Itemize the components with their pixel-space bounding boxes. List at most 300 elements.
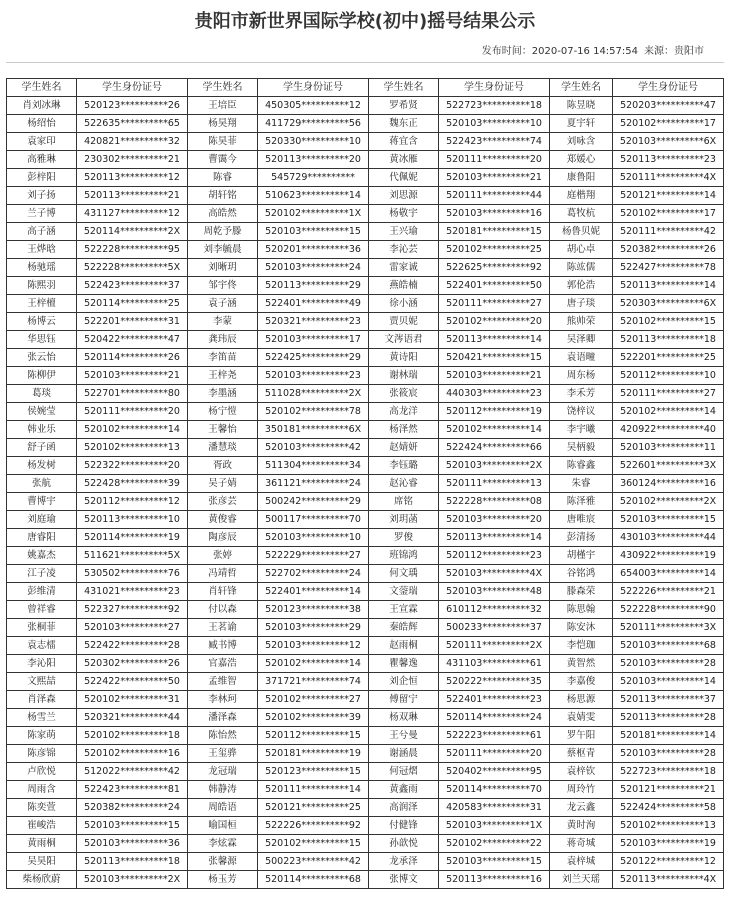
- student-name-cell: 刘咏含: [550, 133, 613, 151]
- table-row: [7, 457, 724, 475]
- student-name-cell: 陈竑儒: [550, 259, 613, 277]
- student-name-cell: 陈彦锦: [7, 745, 77, 763]
- student-name-cell: 高润泽: [369, 799, 439, 817]
- student-name-cell: 高雅琳: [7, 151, 77, 169]
- student-id-cell: 520102**********14: [77, 421, 188, 439]
- source-value: 贵阳市: [674, 46, 704, 57]
- student-name-cell: 潘泽森: [188, 709, 258, 727]
- student-name-cell: 唐唯宸: [550, 511, 613, 529]
- student-id-cell: 371721**********74: [258, 673, 369, 691]
- student-id-cell: 522702**********24: [258, 565, 369, 583]
- student-id-cell: 500223**********42: [258, 853, 369, 871]
- student-name-cell: 席铭: [369, 493, 439, 511]
- student-name-cell: 雷家诚: [369, 259, 439, 277]
- student-id-cell: 520103**********21: [439, 169, 550, 187]
- table-row: [7, 367, 724, 385]
- student-name-cell: 张航: [7, 475, 77, 493]
- student-id-cell: 522422**********50: [77, 673, 188, 691]
- student-name-cell: 秦皓辉: [369, 619, 439, 637]
- student-name-cell: 王兴瑜: [369, 223, 439, 241]
- table-header-row: [7, 79, 724, 97]
- student-id-cell: 520113**********23: [613, 151, 724, 169]
- student-id-cell: 500233**********37: [439, 619, 550, 637]
- student-name-cell: 孟维智: [188, 673, 258, 691]
- student-name-cell: 胡轩铭: [188, 187, 258, 205]
- student-id-cell: 520114**********2X: [77, 223, 188, 241]
- student-name-cell: 张博文: [369, 871, 439, 889]
- student-id-cell: 522428**********39: [77, 475, 188, 493]
- student-id-cell: 520122**********12: [613, 853, 724, 871]
- student-name-cell: 王烨晗: [7, 241, 77, 259]
- student-name-cell: 谢涵晨: [369, 745, 439, 763]
- student-name-cell: 崔峻浩: [7, 817, 77, 835]
- student-id-cell: 411729**********56: [258, 115, 369, 133]
- student-id-cell: 520111**********13: [439, 475, 550, 493]
- student-id-cell: 522701**********80: [77, 385, 188, 403]
- student-name-cell: 黄时洵: [550, 817, 613, 835]
- student-id-cell: 520103**********28: [613, 745, 724, 763]
- table-row: [7, 655, 724, 673]
- student-id-cell: 520113**********28: [613, 709, 724, 727]
- student-id-cell: 520382**********24: [77, 799, 188, 817]
- student-name-cell: 李沁阳: [7, 655, 77, 673]
- header-student-name: 学生姓名: [550, 79, 613, 97]
- student-id-cell: 610112**********32: [439, 601, 550, 619]
- table-row: [7, 493, 724, 511]
- student-id-cell: 520103**********36: [77, 835, 188, 853]
- student-name-cell: 杨发树: [7, 457, 77, 475]
- student-id-cell: 520103**********21: [439, 367, 550, 385]
- student-id-cell: 522228**********5X: [77, 259, 188, 277]
- student-id-cell: 520111**********2X: [439, 637, 550, 655]
- student-id-cell: 520102**********78: [258, 403, 369, 421]
- student-name-cell: 夏宇轩: [550, 115, 613, 133]
- student-id-cell: 522401**********50: [439, 277, 550, 295]
- student-id-cell: 520103**********17: [258, 331, 369, 349]
- student-name-cell: 袁语疃: [550, 349, 613, 367]
- student-name-cell: 陈昊菲: [188, 133, 258, 151]
- student-id-cell: 520303**********6X: [613, 295, 724, 313]
- student-name-cell: 庭楷翔: [550, 187, 613, 205]
- student-id-cell: 430922**********19: [613, 547, 724, 565]
- student-id-cell: 520121**********21: [613, 781, 724, 799]
- header-student-name: 学生姓名: [188, 79, 258, 97]
- student-name-cell: 胡槿宇: [550, 547, 613, 565]
- student-id-cell: 520121**********14: [613, 187, 724, 205]
- student-id-cell: 520113**********14: [613, 277, 724, 295]
- student-name-cell: 陈泽雅: [550, 493, 613, 511]
- student-id-cell: 350181**********6X: [258, 421, 369, 439]
- student-id-cell: 520111**********42: [613, 223, 724, 241]
- header-student-id: 学生身份证号: [613, 79, 724, 97]
- student-name-cell: 黄雨桐: [7, 835, 77, 853]
- student-name-cell: 李林珂: [188, 691, 258, 709]
- student-id-cell: 520113**********14: [439, 331, 550, 349]
- student-name-cell: 罗希贤: [369, 97, 439, 115]
- student-id-cell: 520102**********13: [613, 817, 724, 835]
- student-id-cell: 520113**********20: [258, 151, 369, 169]
- table-row: [7, 385, 724, 403]
- results-table: [6, 78, 724, 889]
- table-row: [7, 169, 724, 187]
- student-id-cell: 522228**********90: [613, 601, 724, 619]
- table-row: [7, 709, 724, 727]
- student-id-cell: 520103**********28: [613, 655, 724, 673]
- student-id-cell: 511028**********2X: [258, 385, 369, 403]
- student-name-cell: 官嘉浩: [188, 655, 258, 673]
- student-name-cell: 魏东正: [369, 115, 439, 133]
- student-id-cell: 545729**********: [258, 169, 369, 187]
- student-name-cell: 吴柄毅: [550, 439, 613, 457]
- student-id-cell: 520103**********10: [258, 529, 369, 547]
- student-name-cell: 龚玮辰: [188, 331, 258, 349]
- divider: [6, 62, 724, 63]
- student-name-cell: 周东杨: [550, 367, 613, 385]
- student-id-cell: 520102**********22: [439, 835, 550, 853]
- student-id-cell: 522201**********31: [77, 313, 188, 331]
- student-name-cell: 卢欣悦: [7, 763, 77, 781]
- student-id-cell: 522423**********81: [77, 781, 188, 799]
- student-id-cell: 520103**********2X: [77, 871, 188, 889]
- table-row: [7, 421, 724, 439]
- student-id-cell: 520422**********47: [77, 331, 188, 349]
- table-row: [7, 313, 724, 331]
- student-name-cell: 黄鑫雨: [369, 781, 439, 799]
- publish-label: 发布时间：: [481, 46, 532, 57]
- table-row: [7, 205, 724, 223]
- student-name-cell: 潘慧琰: [188, 439, 258, 457]
- student-id-cell: 520111**********27: [613, 385, 724, 403]
- student-name-cell: 陈柳伊: [7, 367, 77, 385]
- student-name-cell: 王培臣: [188, 97, 258, 115]
- student-name-cell: 李钰璐: [369, 457, 439, 475]
- student-id-cell: 520111**********27: [439, 295, 550, 313]
- student-id-cell: 520113**********16: [439, 871, 550, 889]
- student-name-cell: 周玲竹: [550, 781, 613, 799]
- student-name-cell: 饶梓议: [550, 403, 613, 421]
- student-name-cell: 陈熙羽: [7, 277, 77, 295]
- student-id-cell: 520201**********36: [258, 241, 369, 259]
- student-name-cell: 柴杨欣蔚: [7, 871, 77, 889]
- header-student-id: 学生身份证号: [77, 79, 188, 97]
- student-id-cell: 522228**********95: [77, 241, 188, 259]
- student-name-cell: 熊帅荣: [550, 313, 613, 331]
- student-id-cell: 520103**********68: [613, 637, 724, 655]
- student-name-cell: 周皓语: [188, 799, 258, 817]
- student-id-cell: 520102**********17: [613, 205, 724, 223]
- student-id-cell: 522424**********58: [613, 799, 724, 817]
- student-name-cell: 葛牧杭: [550, 205, 613, 223]
- student-id-cell: 520111**********3X: [613, 619, 724, 637]
- student-id-cell: 511304**********34: [258, 457, 369, 475]
- student-id-cell: 431103**********61: [439, 655, 550, 673]
- student-id-cell: 520111**********44: [439, 187, 550, 205]
- student-id-cell: 520103**********4X: [439, 565, 550, 583]
- student-name-cell: 贾贝妮: [369, 313, 439, 331]
- student-name-cell: 刘子扬: [7, 187, 77, 205]
- header-student-name: 学生姓名: [369, 79, 439, 97]
- student-name-cell: 邹宇佟: [188, 277, 258, 295]
- student-name-cell: 刘思源: [369, 187, 439, 205]
- student-name-cell: 曾祥睿: [7, 601, 77, 619]
- student-name-cell: 龙云鑫: [550, 799, 613, 817]
- student-id-cell: 522625**********92: [439, 259, 550, 277]
- student-id-cell: 520113**********10: [77, 511, 188, 529]
- student-id-cell: 510623**********14: [258, 187, 369, 205]
- student-name-cell: 何文瑀: [369, 565, 439, 583]
- student-id-cell: 522201**********25: [613, 349, 724, 367]
- student-name-cell: 臧书博: [188, 637, 258, 655]
- student-id-cell: 520103**********15: [439, 853, 550, 871]
- table-row: [7, 601, 724, 619]
- student-id-cell: 520112**********19: [439, 403, 550, 421]
- student-name-cell: 王馨怡: [188, 421, 258, 439]
- student-id-cell: 520102**********13: [77, 439, 188, 457]
- student-name-cell: 杨绍怡: [7, 115, 77, 133]
- student-name-cell: 杨玉芳: [188, 871, 258, 889]
- student-id-cell: 520421**********15: [439, 349, 550, 367]
- student-id-cell: 520113**********12: [77, 169, 188, 187]
- student-name-cell: 郭伦浩: [550, 277, 613, 295]
- student-name-cell: 袁梓城: [550, 853, 613, 871]
- student-id-cell: 520102**********18: [77, 727, 188, 745]
- student-id-cell: 360124**********16: [613, 475, 724, 493]
- table-row: [7, 151, 724, 169]
- student-name-cell: 王宣霖: [369, 601, 439, 619]
- student-id-cell: 520114**********26: [77, 349, 188, 367]
- student-name-cell: 王梓尧: [188, 367, 258, 385]
- table-row: [7, 745, 724, 763]
- student-id-cell: 520113**********18: [613, 331, 724, 349]
- student-id-cell: 520102**********31: [77, 691, 188, 709]
- student-id-cell: 520123**********15: [258, 763, 369, 781]
- student-id-cell: 522401**********23: [439, 691, 550, 709]
- table-row: [7, 97, 724, 115]
- student-name-cell: 陈睿鑫: [550, 457, 613, 475]
- student-id-cell: 520102**********17: [613, 115, 724, 133]
- student-id-cell: 522422**********28: [77, 637, 188, 655]
- student-id-cell: 522635**********65: [77, 115, 188, 133]
- student-name-cell: 喻国桓: [188, 817, 258, 835]
- student-name-cell: 滕森荣: [550, 583, 613, 601]
- student-name-cell: 袁梓钦: [550, 763, 613, 781]
- student-id-cell: 520113**********29: [258, 277, 369, 295]
- student-name-cell: 兰子博: [7, 205, 77, 223]
- student-name-cell: 舒子函: [7, 439, 77, 457]
- header-student-id: 学生身份证号: [258, 79, 369, 97]
- student-id-cell: 520382**********26: [613, 241, 724, 259]
- student-id-cell: 520102**********14: [258, 655, 369, 673]
- student-name-cell: 彭梓阳: [7, 169, 77, 187]
- student-name-cell: 李笛苗: [188, 349, 258, 367]
- student-name-cell: 陈昱晓: [550, 97, 613, 115]
- page-title: 贵阳市新世界国际学校(初中)摇号结果公示: [194, 11, 536, 32]
- student-id-cell: 520111**********20: [77, 403, 188, 421]
- student-id-cell: 520103**********6X: [613, 133, 724, 151]
- student-name-cell: 刘李毓晨: [188, 241, 258, 259]
- student-id-cell: 520181**********19: [258, 745, 369, 763]
- student-name-cell: 陈安沐: [550, 619, 613, 637]
- student-id-cell: 500242**********29: [258, 493, 369, 511]
- table-row: [7, 871, 724, 889]
- student-id-cell: 520102**********27: [258, 691, 369, 709]
- student-id-cell: 520103**********24: [258, 259, 369, 277]
- table-row: [7, 223, 724, 241]
- student-name-cell: 代佩妮: [369, 169, 439, 187]
- student-id-cell: 520102**********15: [613, 313, 724, 331]
- student-id-cell: 522423**********37: [77, 277, 188, 295]
- student-id-cell: 520103**********20: [439, 511, 550, 529]
- header-student-id: 学生身份证号: [439, 79, 550, 97]
- student-name-cell: 赵沁睿: [369, 475, 439, 493]
- student-id-cell: 520103**********21: [77, 367, 188, 385]
- student-name-cell: 文蓥瑞: [369, 583, 439, 601]
- student-id-cell: 420821**********32: [77, 133, 188, 151]
- student-id-cell: 520330**********10: [258, 133, 369, 151]
- student-id-cell: 230302**********21: [77, 151, 188, 169]
- student-id-cell: 520111**********20: [439, 745, 550, 763]
- student-name-cell: 陈思翰: [550, 601, 613, 619]
- student-name-cell: 高皓然: [188, 205, 258, 223]
- table-row: [7, 439, 724, 457]
- student-id-cell: 520123**********26: [77, 97, 188, 115]
- table-row: [7, 475, 724, 493]
- student-name-cell: 班锦鸿: [369, 547, 439, 565]
- student-name-cell: 肖刘冰琳: [7, 97, 77, 115]
- student-id-cell: 520113**********21: [77, 187, 188, 205]
- table-row: [7, 133, 724, 151]
- student-name-cell: 刘玥菡: [369, 511, 439, 529]
- student-name-cell: 韩业乐: [7, 421, 77, 439]
- student-name-cell: 孙歆悦: [369, 835, 439, 853]
- student-id-cell: 520111**********20: [439, 151, 550, 169]
- student-name-cell: 王梓檀: [7, 295, 77, 313]
- student-id-cell: 520103**********48: [439, 583, 550, 601]
- header-student-name: 学生姓名: [7, 79, 77, 97]
- table-row: [7, 295, 724, 313]
- student-name-cell: 谢林瑞: [369, 367, 439, 385]
- student-name-cell: 李炫霖: [188, 835, 258, 853]
- student-name-cell: 张馨源: [188, 853, 258, 871]
- student-id-cell: 512022**********42: [77, 763, 188, 781]
- table-row: [7, 331, 724, 349]
- student-id-cell: 520103**********12: [258, 637, 369, 655]
- student-id-cell: 522226**********21: [613, 583, 724, 601]
- student-id-cell: 520103**********29: [258, 619, 369, 637]
- publish-time: 2020-07-16 14:57:54: [531, 46, 638, 57]
- table-row: [7, 763, 724, 781]
- student-name-cell: 侯婉莹: [7, 403, 77, 421]
- student-id-cell: 520103**********23: [258, 367, 369, 385]
- student-id-cell: 520103**********14: [613, 673, 724, 691]
- student-name-cell: 付以森: [188, 601, 258, 619]
- table-row: [7, 349, 724, 367]
- table-row: [7, 115, 724, 133]
- student-id-cell: 520103**********15: [77, 817, 188, 835]
- student-id-cell: 520102**********16: [77, 745, 188, 763]
- student-id-cell: 450305**********12: [258, 97, 369, 115]
- student-id-cell: 520103**********11: [613, 439, 724, 457]
- student-name-cell: 李沁芸: [369, 241, 439, 259]
- student-name-cell: 李禾芳: [550, 385, 613, 403]
- student-name-cell: 胡心卓: [550, 241, 613, 259]
- student-name-cell: 袁子涵: [188, 295, 258, 313]
- source-label: 来源：: [644, 46, 674, 57]
- student-id-cell: 522723**********18: [613, 763, 724, 781]
- student-id-cell: 520181**********14: [613, 727, 724, 745]
- student-name-cell: 李嘉俊: [550, 673, 613, 691]
- student-id-cell: 522223**********61: [439, 727, 550, 745]
- table-row: [7, 403, 724, 421]
- student-name-cell: 刘晰玥: [188, 259, 258, 277]
- publish-meta: [482, 42, 704, 57]
- student-name-cell: 傅留宁: [369, 691, 439, 709]
- student-name-cell: 徐小涵: [369, 295, 439, 313]
- student-name-cell: 高龙洋: [369, 403, 439, 421]
- student-id-cell: 522427**********78: [613, 259, 724, 277]
- student-name-cell: 罗俊: [369, 529, 439, 547]
- student-id-cell: 522229**********27: [258, 547, 369, 565]
- student-name-cell: 袁家印: [7, 133, 77, 151]
- student-name-cell: 蒋奇城: [550, 835, 613, 853]
- student-name-cell: 杨双琳: [369, 709, 439, 727]
- student-name-cell: 江子凌: [7, 565, 77, 583]
- student-name-cell: 黄诗阳: [369, 349, 439, 367]
- student-name-cell: 周雨含: [7, 781, 77, 799]
- student-id-cell: 520123**********38: [258, 601, 369, 619]
- table-row: [7, 781, 724, 799]
- student-name-cell: 曹博宇: [7, 493, 77, 511]
- student-id-cell: 520113**********14: [439, 529, 550, 547]
- student-name-cell: 杨泽然: [369, 421, 439, 439]
- student-id-cell: 522723**********18: [439, 97, 550, 115]
- table-row: [7, 853, 724, 871]
- student-id-cell: 520103**********19: [613, 835, 724, 853]
- student-name-cell: 何冠熠: [369, 763, 439, 781]
- student-id-cell: 520103**********27: [77, 619, 188, 637]
- student-name-cell: 杨昊翔: [188, 115, 258, 133]
- student-name-cell: 胥政: [188, 457, 258, 475]
- student-name-cell: 瞿馨逸: [369, 655, 439, 673]
- student-name-cell: 袁志檑: [7, 637, 77, 655]
- student-name-cell: 赵雨桐: [369, 637, 439, 655]
- student-id-cell: 520103**********2X: [439, 457, 550, 475]
- student-name-cell: 肖轩锋: [188, 583, 258, 601]
- student-id-cell: 520103**********15: [258, 223, 369, 241]
- student-id-cell: 520102**********2X: [613, 493, 724, 511]
- student-id-cell: 520102**********15: [258, 835, 369, 853]
- student-name-cell: 张彦芸: [188, 493, 258, 511]
- table-row: [7, 691, 724, 709]
- student-id-cell: 520103**********15: [613, 511, 724, 529]
- student-id-cell: 440303**********23: [439, 385, 550, 403]
- student-id-cell: 520203**********47: [613, 97, 724, 115]
- student-name-cell: 王兮曼: [369, 727, 439, 745]
- student-name-cell: 陈奕萱: [7, 799, 77, 817]
- student-id-cell: 420583**********31: [439, 799, 550, 817]
- student-id-cell: 522425**********29: [258, 349, 369, 367]
- student-name-cell: 文熙喆: [7, 673, 77, 691]
- student-name-cell: 冯靖哲: [188, 565, 258, 583]
- student-id-cell: 500117**********70: [258, 511, 369, 529]
- student-id-cell: 520302**********26: [77, 655, 188, 673]
- student-name-cell: 袁婧雯: [550, 709, 613, 727]
- student-id-cell: 520111**********4X: [613, 169, 724, 187]
- student-name-cell: 谷铭鸿: [550, 565, 613, 583]
- student-id-cell: 520114**********70: [439, 781, 550, 799]
- student-name-cell: 陶彦辰: [188, 529, 258, 547]
- table-row: [7, 277, 724, 295]
